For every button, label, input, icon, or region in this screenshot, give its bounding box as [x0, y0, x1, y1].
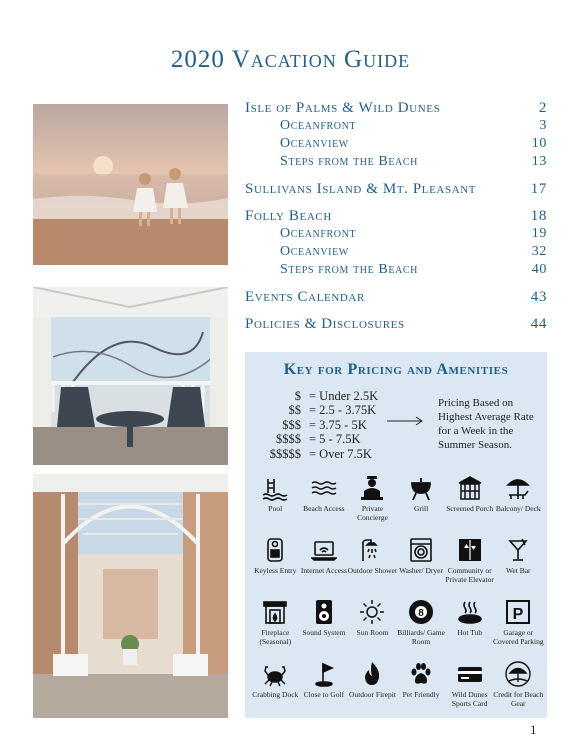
- svg-text:P: P: [512, 606, 524, 623]
- beach-access-icon: [310, 474, 338, 502]
- amenity-sports-card: Wild Dunes Sports Card: [445, 660, 494, 722]
- amenity-keyless-entry: Keyless Entry: [251, 536, 300, 598]
- toc-subsection[interactable]: Steps from the Beach 40: [280, 262, 547, 277]
- svg-text:8: 8: [418, 608, 424, 619]
- amenity-beach-access: Beach Access: [300, 474, 349, 536]
- hot-tub-icon: [456, 598, 484, 626]
- amenity-crabbing-dock: Crabbing Dock: [251, 660, 300, 722]
- toc-section[interactable]: Isle of Palms & Wild Dunes 2: [245, 100, 547, 116]
- pool-icon: [261, 474, 289, 502]
- amenity-golf: Close to Golf: [300, 660, 349, 722]
- amenity-hot-tub: Hot Tub: [445, 598, 494, 660]
- firepit-icon: [358, 660, 386, 688]
- amenity-screened-porch: Screened Porch: [445, 474, 494, 536]
- outdoor-shower-icon: [358, 536, 386, 564]
- amenity-pool: Pool: [251, 474, 300, 536]
- page-title: 2020 Vacation Guide: [170, 46, 411, 73]
- toc-subsection[interactable]: Steps from the Beach 13: [280, 154, 547, 169]
- sports-card-icon: [456, 660, 484, 688]
- balcony-deck-icon: [504, 474, 532, 502]
- grill-icon: [407, 474, 435, 502]
- pergola-walkway-photo: [33, 474, 228, 718]
- amenity-sun-room: Sun Room: [348, 598, 397, 660]
- amenity-parking: P Garage or Covered Parking: [494, 598, 543, 660]
- price-row: $$$$ = 5 - 7.5K: [276, 432, 361, 447]
- paw-icon: [407, 660, 435, 688]
- billiards-icon: [407, 598, 435, 626]
- price-row: $$$$$ = Over 7.5K: [269, 446, 372, 461]
- beach-kids-photo: [33, 104, 228, 265]
- amenity-elevator: Community or Private Elevator: [445, 536, 494, 598]
- parking-icon: [504, 598, 532, 626]
- sound-system-icon: [310, 598, 338, 626]
- toc-subsection[interactable]: Oceanview 10: [280, 136, 547, 151]
- toc-section[interactable]: Policies & Disclosures 44: [245, 316, 547, 332]
- page-number: 1: [530, 722, 537, 737]
- elevator-icon: [456, 536, 484, 564]
- wet-bar-icon: [504, 536, 532, 564]
- beach-gear-icon: [504, 660, 532, 688]
- golf-icon: [310, 660, 338, 688]
- amenity-beach-gear: Credit for Beach Gear: [494, 660, 543, 722]
- amenity-wet-bar: Wet Bar: [494, 536, 543, 598]
- price-row: $$ = 2.5 - 3.75K: [288, 403, 377, 418]
- toc-section[interactable]: Events Calendar 43: [245, 289, 547, 305]
- crab-icon: [261, 660, 289, 688]
- toc-subsection[interactable]: Oceanfront 19: [280, 226, 547, 241]
- amenity-firepit: Outdoor Firepit: [348, 660, 397, 722]
- amenity-balcony: Balcony/ Deck: [494, 474, 543, 536]
- pricing-note: Pricing Based on Highest Average Rate for a Week in the Summer Season.: [438, 397, 534, 451]
- amenity-pet-friendly: Pet Friendly: [397, 660, 446, 722]
- toc-section[interactable]: Folly Beach 18: [245, 208, 547, 224]
- price-row: $$$ = 3.75 - 5K: [282, 417, 367, 432]
- porch-chairs-photo: [33, 287, 228, 465]
- amenity-concierge: Private Concierge: [348, 474, 397, 536]
- amenity-grill: Grill: [397, 474, 446, 536]
- amenity-outdoor-shower: Outdoor Shower: [348, 536, 397, 598]
- key-title: Key for Pricing and Amenities: [283, 361, 509, 378]
- screened-porch-icon: [456, 474, 484, 502]
- private-concierge-icon: [358, 474, 386, 502]
- pricing-amenities-key: [245, 352, 547, 718]
- amenity-sound-system: Sound System: [300, 598, 349, 660]
- fireplace-icon: [261, 598, 289, 626]
- toc-subsection[interactable]: Oceanview 32: [280, 244, 547, 259]
- amenity-internet: Internet Access: [300, 536, 349, 598]
- table-of-contents: [245, 100, 547, 334]
- amenities-grid: [251, 474, 543, 722]
- price-row: $ = Under 2.5K: [294, 388, 379, 403]
- amenity-fireplace: Fireplace (Seasonal): [251, 598, 300, 660]
- amenity-billiards: 8 Billiards/ Game Room: [397, 598, 446, 660]
- sun-room-icon: [358, 598, 386, 626]
- toc-subsection[interactable]: Oceanfront 3: [280, 118, 547, 133]
- toc-section[interactable]: Sullivans Island & Mt. Pleasant 17: [245, 181, 547, 197]
- amenity-washer-dryer: Washer/ Dryer: [397, 536, 446, 598]
- internet-access-icon: [310, 536, 338, 564]
- washer-dryer-icon: [407, 536, 435, 564]
- keyless-entry-icon: [261, 536, 289, 564]
- right-arrow-icon: [387, 416, 425, 426]
